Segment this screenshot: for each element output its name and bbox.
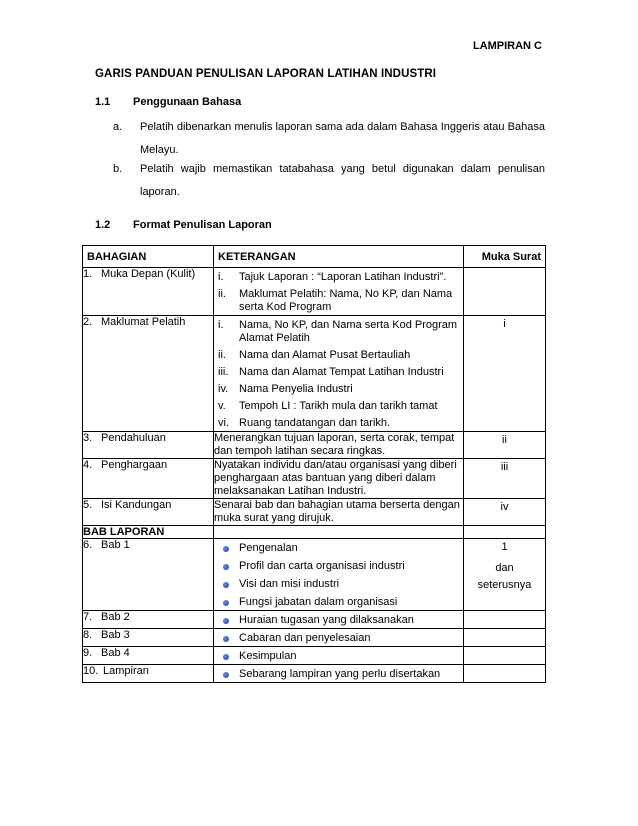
bahagian-cell [83,316,214,432]
roman-item [218,366,463,379]
bahagian-cell [83,539,214,611]
roman-marker: v. [218,400,226,412]
document-title: GARIS PANDUAN PENULISAN LAPORAN LATIHAN INDUSTRI [95,68,437,80]
bullet-item [218,578,463,591]
bullet-icon [223,564,229,570]
section-title: Penggunaan Bahasa [133,96,242,108]
bullet-text: Fungsi jabatan dalam organisasi [239,596,398,608]
row-label: Bab 1 [101,539,130,551]
row-label: Lampiran [103,665,149,677]
bahagian-cell [83,499,214,526]
bahagian-cell [83,459,214,499]
row-label: Muka Depan (Kulit) [101,268,196,280]
roman-text: Tajuk Laporan : “Laporan Latihan Industri”. [239,271,447,283]
section-label: BAB LAPORAN [83,526,214,539]
table-row [83,539,546,611]
page-cell: i [464,316,546,432]
table-row [83,611,546,629]
list-text: Pelatih dibenarkan menulis laporan sama ada dalam Bahasa Inggeris atau Bahasa Melayu. [140,121,545,156]
table-row [83,629,546,647]
table-row [83,432,546,459]
roman-item [218,400,463,413]
keterangan-cell: Senarai bab dan bahagian utama berserta dengan muka surat yang dirujuk. [214,499,464,526]
bullet-item [218,650,463,663]
row-number: 3. [83,432,93,444]
bullet-icon [223,582,229,588]
roman-item [218,417,463,430]
bullet-icon [223,600,229,606]
bahagian-cell [83,665,214,683]
page-cell [464,665,546,683]
list-marker: a. [113,121,123,133]
appendix-label: LAMPIRAN C [472,40,542,52]
bullet-text: Huraian tugasan yang dilaksanakan [239,614,414,626]
bullet-text: Profil dan carta organisasi industri [239,560,405,572]
row-number: 1. [83,268,93,280]
keterangan-cell [214,647,464,665]
bahagian-cell [83,647,214,665]
row-number: 5. [83,499,93,511]
page-cell [464,268,546,316]
page-cell: ii [464,432,546,459]
section-title: Format Penulisan Laporan [133,219,272,231]
empty-cell [464,526,546,539]
section-number: 1.2 [95,219,111,231]
bullet-item [218,632,463,645]
empty-cell [214,526,464,539]
bullet-text: Sebarang lampiran yang perlu disertakan [239,668,441,680]
keterangan-cell [214,268,464,316]
bullet-icon [223,546,229,552]
report-format-table [82,245,546,683]
bullet-item [218,668,463,681]
roman-text: Tempoh LI : Tarikh mula dan tarikh tamat [239,400,438,412]
keterangan-cell [214,665,464,683]
keterangan-cell: Menerangkan tujuan laporan, serta corak, tempat dan tempoh latihan secara ringkas. [214,432,464,459]
row-number: 8. [83,629,93,641]
page-line: dan [495,562,514,574]
bullet-text: Pengenalan [239,542,298,554]
list-text: Pelatih wajib memastikan tatabahasa yang betul digunakan dalam penulisan laporan. [140,163,545,198]
section-heading-1-2 [95,219,272,231]
row-label: Pendahuluan [101,432,166,444]
bullet-item [218,614,463,627]
bullet-icon [223,654,229,660]
row-label: Bab 4 [101,647,130,659]
table-row [83,499,546,526]
table-row [83,665,546,683]
table-row [83,459,546,499]
bullet-item [218,560,463,573]
table-header-row [83,246,546,268]
bullet-icon [223,672,229,678]
page-cell [464,611,546,629]
bullet-item [218,542,463,555]
row-label: Isi Kandungan [101,499,172,511]
bahagian-cell [83,268,214,316]
roman-item [218,288,463,314]
page-cell [464,539,546,611]
list-marker: b. [113,163,123,175]
roman-text: Nama dan Alamat Pusat Bertauliah [239,349,411,361]
page-cell [464,629,546,647]
roman-text: Nama, No KP, dan Nama serta Kod Program Alamat Pelatih [239,319,458,344]
roman-marker: vi. [218,417,229,429]
row-number: 4. [83,459,93,471]
roman-marker: i. [218,271,224,283]
row-label: Bab 3 [101,629,130,641]
bullet-text: Kesimpulan [239,650,297,662]
roman-item [218,319,463,345]
row-number: 6. [83,539,93,551]
bullet-icon [223,636,229,642]
row-number: 9. [83,647,93,659]
bullet-text: Cabaran dan penyelesaian [239,632,371,644]
row-label: Bab 2 [101,611,130,623]
roman-marker: iv. [218,383,229,395]
keterangan-cell [214,316,464,432]
section-heading-1-1 [95,96,241,108]
roman-marker: ii. [218,349,226,361]
bullet-icon [223,618,229,624]
row-number: 10. [83,665,99,677]
keterangan-cell [214,539,464,611]
table-row [83,268,546,316]
roman-marker: iii. [218,366,229,378]
page-cell: iii [464,459,546,499]
roman-text: Maklumat Pelatih: Nama, No KP, dan Nama serta Kod Program [239,288,453,313]
row-label: Maklumat Pelatih [101,316,186,328]
bahagian-cell [83,432,214,459]
bullet-item [218,596,463,609]
page-line: 1 [501,541,508,553]
list-item-b [113,158,545,204]
keterangan-cell [214,611,464,629]
row-number: 7. [83,611,93,623]
roman-item [218,383,463,396]
row-number: 2. [83,316,93,328]
row-label: Penghargaan [101,459,168,471]
roman-text: Nama Penyelia Industri [239,383,353,395]
roman-marker: i. [218,319,224,331]
header-keterangan: KETERANGAN [214,246,464,268]
section-label-row [83,526,546,539]
roman-text: Nama dan Alamat Tempat Latihan Industri [239,366,444,378]
page-line: seterusnya [477,579,532,591]
header-bahagian: BAHAGIAN [83,246,214,268]
page-cell: iv [464,499,546,526]
roman-marker: ii. [218,288,226,300]
section-number: 1.1 [95,96,111,108]
roman-text: Ruang tandatangan dan tarikh. [239,417,391,429]
bahagian-cell [83,629,214,647]
table-row [83,316,546,432]
bahagian-cell [83,611,214,629]
bullet-text: Visi dan misi industri [239,578,340,590]
roman-item [218,349,463,362]
table-row [83,647,546,665]
keterangan-cell [214,629,464,647]
header-muka-surat: Muka Surat [464,246,546,268]
page-cell [464,647,546,665]
list-item-a [113,116,545,162]
roman-item [218,271,463,284]
keterangan-cell: Nyatakan individu dan/atau organisasi yang diberi penghargaan atas bantuan yang diberi dalam melaksanakan Latihan Industri. [214,459,464,499]
